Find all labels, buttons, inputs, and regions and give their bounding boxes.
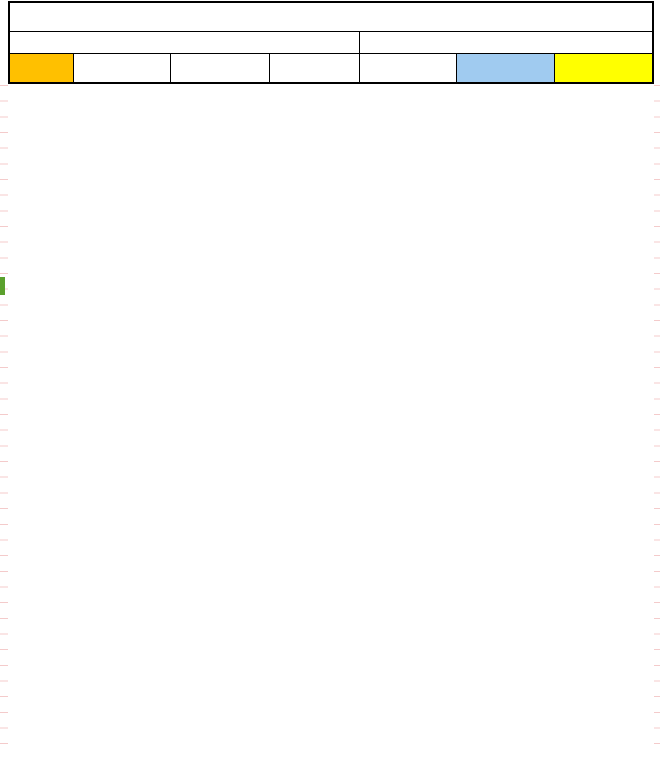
publisher-label[interactable]	[359, 32, 653, 54]
left-margin-gridlines	[0, 85, 8, 757]
safety-index-table	[8, 1, 654, 84]
header-fire-index[interactable]	[359, 54, 456, 84]
header-traffic-index[interactable]	[269, 54, 359, 84]
sheet-edge-green-marker	[0, 277, 5, 295]
meta-row	[9, 32, 653, 54]
header-row	[9, 54, 653, 84]
header-district[interactable]	[9, 54, 73, 84]
statistics-period-label[interactable]	[9, 32, 359, 54]
header-public-index[interactable]	[456, 54, 554, 84]
header-security-index[interactable]	[170, 54, 269, 84]
header-street[interactable]	[73, 54, 170, 84]
right-margin-gridlines	[654, 85, 660, 757]
page-title	[9, 2, 653, 32]
table-body	[9, 2, 653, 83]
header-improvement[interactable]	[554, 54, 653, 84]
title-row	[9, 2, 653, 32]
